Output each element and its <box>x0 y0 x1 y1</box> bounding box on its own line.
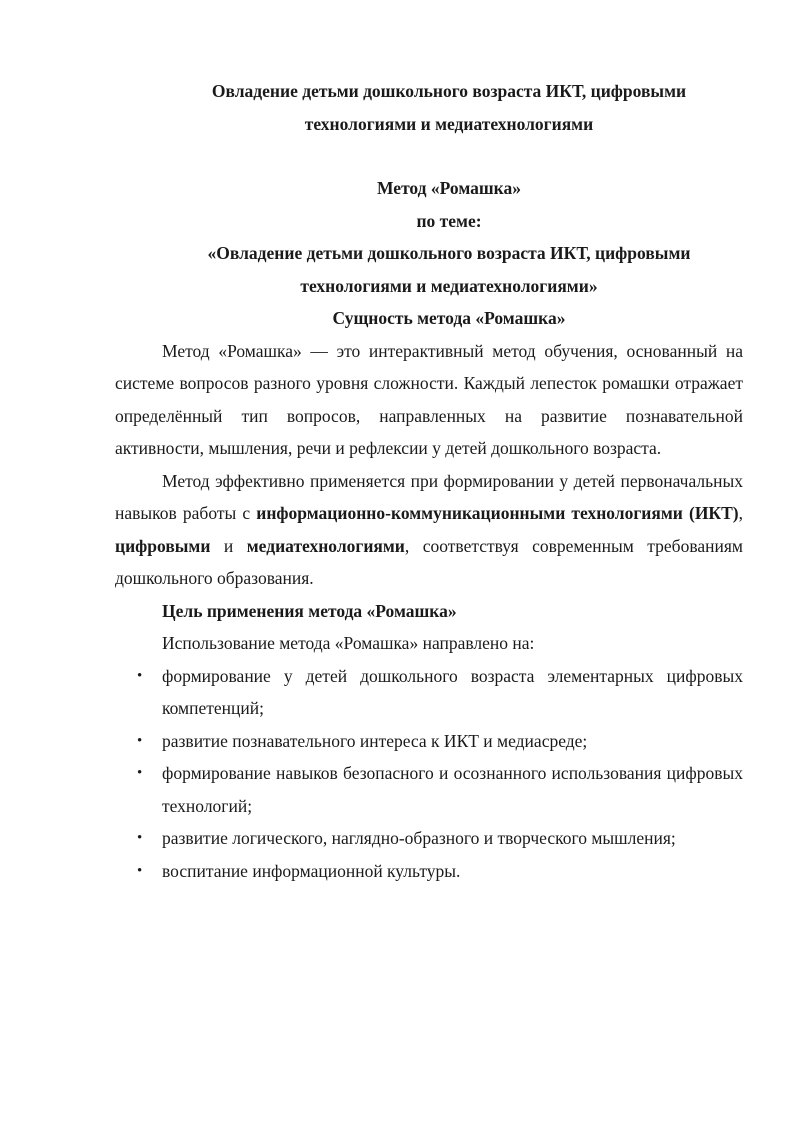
goal-text: развитие логического, наглядно-образного и творческого мышления; <box>162 828 676 848</box>
document-title-line-1: Овладение детьми дошкольного возраста ИКТ, цифровыми <box>211 81 687 101</box>
goal-text: воспитание информационной культуры. <box>162 860 461 881</box>
bullet-icon: • <box>137 765 143 781</box>
bullet-icon: • <box>137 732 143 749</box>
topic-line-1: «Овладение детьми дошкольного возраста ИКТ, цифровыми <box>207 243 691 263</box>
goal-list-item <box>115 822 743 855</box>
bullet-icon: • <box>137 830 143 846</box>
goal-text: развитие познавательного интереса к ИКТ и медиасреде; <box>162 730 588 751</box>
document-title-line-2: технологиями и медиатехнологиями <box>304 113 594 134</box>
goal-heading: Цель применения метода «Ромашка» <box>162 600 457 621</box>
goal-list-item <box>115 725 743 758</box>
essence-paragraph: Метод «Ромашка» — это интерактивный метод обучения, основанный на системе вопросов разного уровня сложности. Каждый лепесток ромашки отражает определённый тип вопросов, направленных на развитие познавательной активности, мышления, речи и рефлексии у детей дошкольного возраста. <box>115 340 743 458</box>
application-text-part-2: , <box>738 503 743 523</box>
goals-list <box>115 660 743 888</box>
application-text-part-4: , соответствуя современным требованиям дошкольного образования. <box>115 535 743 588</box>
goal-list-item <box>115 855 743 888</box>
ict-term: информационно-коммуникационными технологиями (ИКТ) <box>256 503 739 523</box>
digital-term: цифровыми <box>115 535 211 556</box>
media-term: медиатехнологиями <box>246 535 405 556</box>
goal-text: формирование у детей дошкольного возраста элементарных цифровых компетенций; <box>162 665 743 718</box>
title-spacer <box>115 140 743 172</box>
bullet-icon: • <box>137 862 143 879</box>
method-title: Метод «Ромашка» <box>377 178 521 198</box>
goal-list-item <box>115 757 743 822</box>
topic-label: по теме: <box>416 210 482 231</box>
application-text-part-3: и <box>210 535 247 556</box>
essence-heading: Сущность метода «Ромашка» <box>332 308 566 328</box>
topic-line-2: технологиями и медиатехнологиями» <box>300 275 598 296</box>
application-paragraph <box>115 465 743 595</box>
bullet-icon: • <box>137 667 143 684</box>
goal-text: формирование навыков безопасного и осознанного использования цифровых технологий; <box>162 763 743 816</box>
goal-intro: Использование метода «Ромашка» направлено на: <box>162 633 535 653</box>
application-text-part-1: Метод эффективно применяется при формировании у детей первоначальных навыков работы с <box>115 470 743 523</box>
goal-list-item <box>115 660 743 725</box>
